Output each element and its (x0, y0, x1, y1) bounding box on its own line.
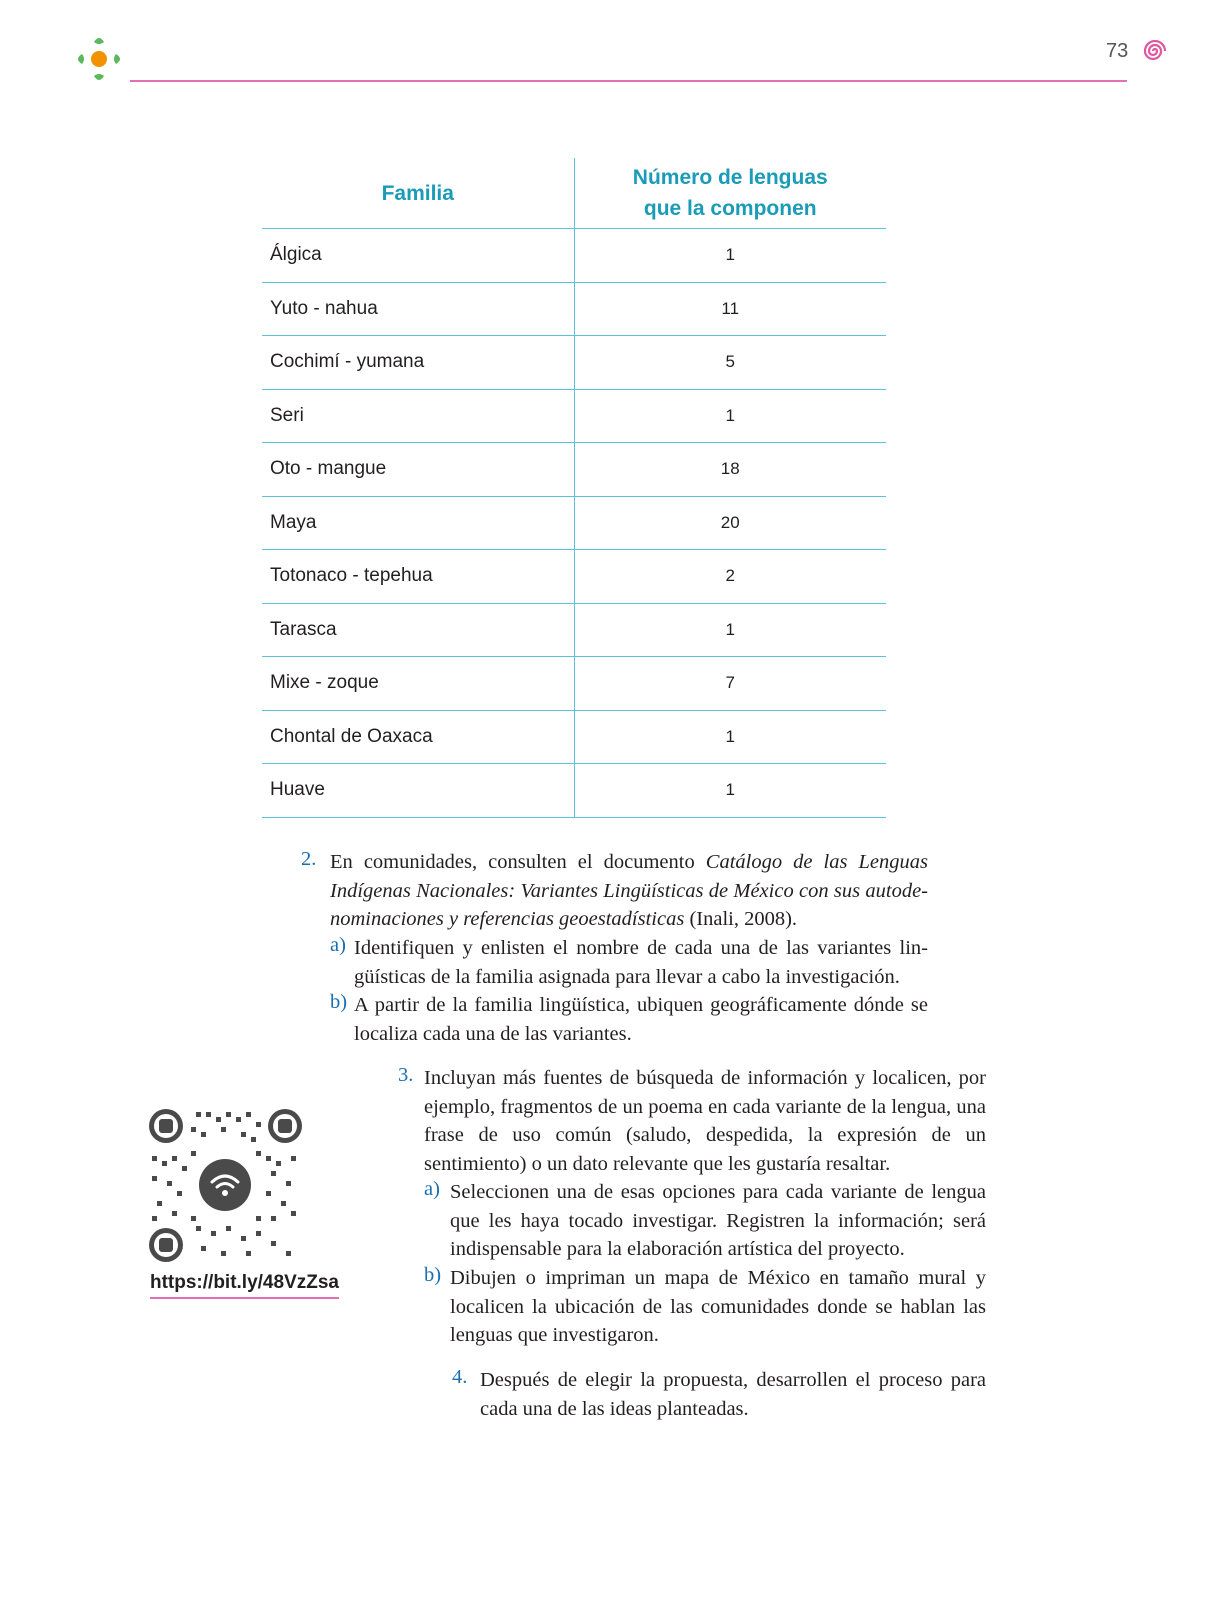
item4-number: 4. (452, 1366, 468, 1388)
table-row (262, 764, 886, 818)
table-row (262, 711, 886, 765)
table-row (262, 604, 886, 658)
table-row (262, 657, 886, 711)
familia-cell: Maya (262, 497, 575, 550)
familia-cell: Álgica (262, 229, 575, 282)
familia-cell: Mixe - zoque (262, 657, 575, 710)
familia-cell: Seri (262, 390, 575, 443)
series-logo-icon (70, 30, 128, 88)
table-header (262, 158, 886, 229)
header-numero (575, 158, 887, 228)
table-row (262, 336, 886, 390)
table-row (262, 443, 886, 497)
spiral-ornament-icon (1140, 36, 1170, 66)
numero-cell: 5 (725, 352, 735, 372)
familia-cell: Tarasca (262, 604, 575, 657)
familia-cell: Huave (262, 764, 575, 817)
header-rule (130, 80, 1127, 82)
item2-text-after: (Inali, 2008). (684, 908, 798, 931)
item2-number: 2. (301, 848, 317, 870)
item2a-label: a) (330, 934, 346, 956)
numero-cell: 2 (725, 566, 735, 586)
item3-number: 3. (398, 1064, 414, 1086)
familia-cell: Totonaco - tepehua (262, 550, 575, 603)
familia-cell: Chontal de Oaxaca (262, 711, 575, 764)
language-families-table (262, 158, 886, 818)
numero-cell: 1 (725, 780, 735, 800)
item2-paragraph (330, 848, 928, 934)
table-row (262, 497, 886, 551)
item2b-text: A partir de la familia lingüística, ubiquen geográficamente dónde se localiza cada una de las variantes. (354, 994, 928, 1045)
item2a-text: Identifiquen y enlisten el nombre de cada una de las variantes lingüísticas de la familia asignada para llevar a cabo la investigación. (354, 937, 928, 988)
qr-code-icon[interactable] (148, 1108, 303, 1263)
numero-cell: 1 (725, 245, 735, 265)
item3a-label: a) (424, 1178, 440, 1200)
table-row (262, 229, 886, 283)
familia-cell: Oto - mangue (262, 443, 575, 496)
item3b-label: b) (424, 1264, 442, 1286)
familia-cell: Yuto - nahua (262, 283, 575, 336)
page-number: 73 (1106, 40, 1129, 62)
familia-cell: Cochimí - yumana (262, 336, 575, 389)
numero-cell: 11 (721, 298, 740, 318)
numero-cell: 1 (725, 405, 735, 425)
item3-text: Incluyan más fuentes de búsqueda de información y localicen, por ejemplo, fragmentos de un poema en cada variante de la lengua, una frase de uso común (saludo, despedida, la expresión de un sentimiento) o un dato relevante que les gustaría resaltar. (424, 1067, 986, 1175)
item2-catalog-title: Catálogo de las Lenguas Indígenas Nacionales: Variantes Lingüísticas de México con sus autodenominaciones y referencias geoestadísticas (330, 851, 928, 931)
table-row (262, 550, 886, 604)
item3b-text: Dibujen o impriman un mapa de México en tamaño mural y localicen la ubicación de las comunidades donde se hablan las lenguas que investigaron. (450, 1267, 986, 1347)
item2b-label: b) (330, 991, 348, 1013)
header-numero-line1: Número de lenguas (632, 166, 828, 189)
item4-text: Después de elegir la propuesta, desarrollen el proceso para cada una de las ideas planteadas. (480, 1369, 986, 1420)
numero-cell: 18 (720, 459, 740, 479)
header-familia: Familia (262, 158, 575, 228)
numero-cell: 1 (725, 619, 735, 639)
table-row (262, 390, 886, 444)
header-numero-line2: que la componen (643, 197, 817, 220)
numero-cell: 20 (720, 512, 740, 532)
numero-cell: 7 (725, 673, 735, 693)
item2-text-before: En comunidades, consulten el documento (330, 851, 706, 873)
numero-cell: 1 (725, 726, 735, 746)
qr-url-link[interactable]: https://bit.ly/48VzZsa (150, 1272, 339, 1299)
table-row (262, 283, 886, 337)
item3a-text: Seleccionen una de esas opciones para cada variante de lengua que les haya tocado investigar. Registren la información; será indispensable para la elaboración artística del proyecto. (450, 1181, 986, 1261)
